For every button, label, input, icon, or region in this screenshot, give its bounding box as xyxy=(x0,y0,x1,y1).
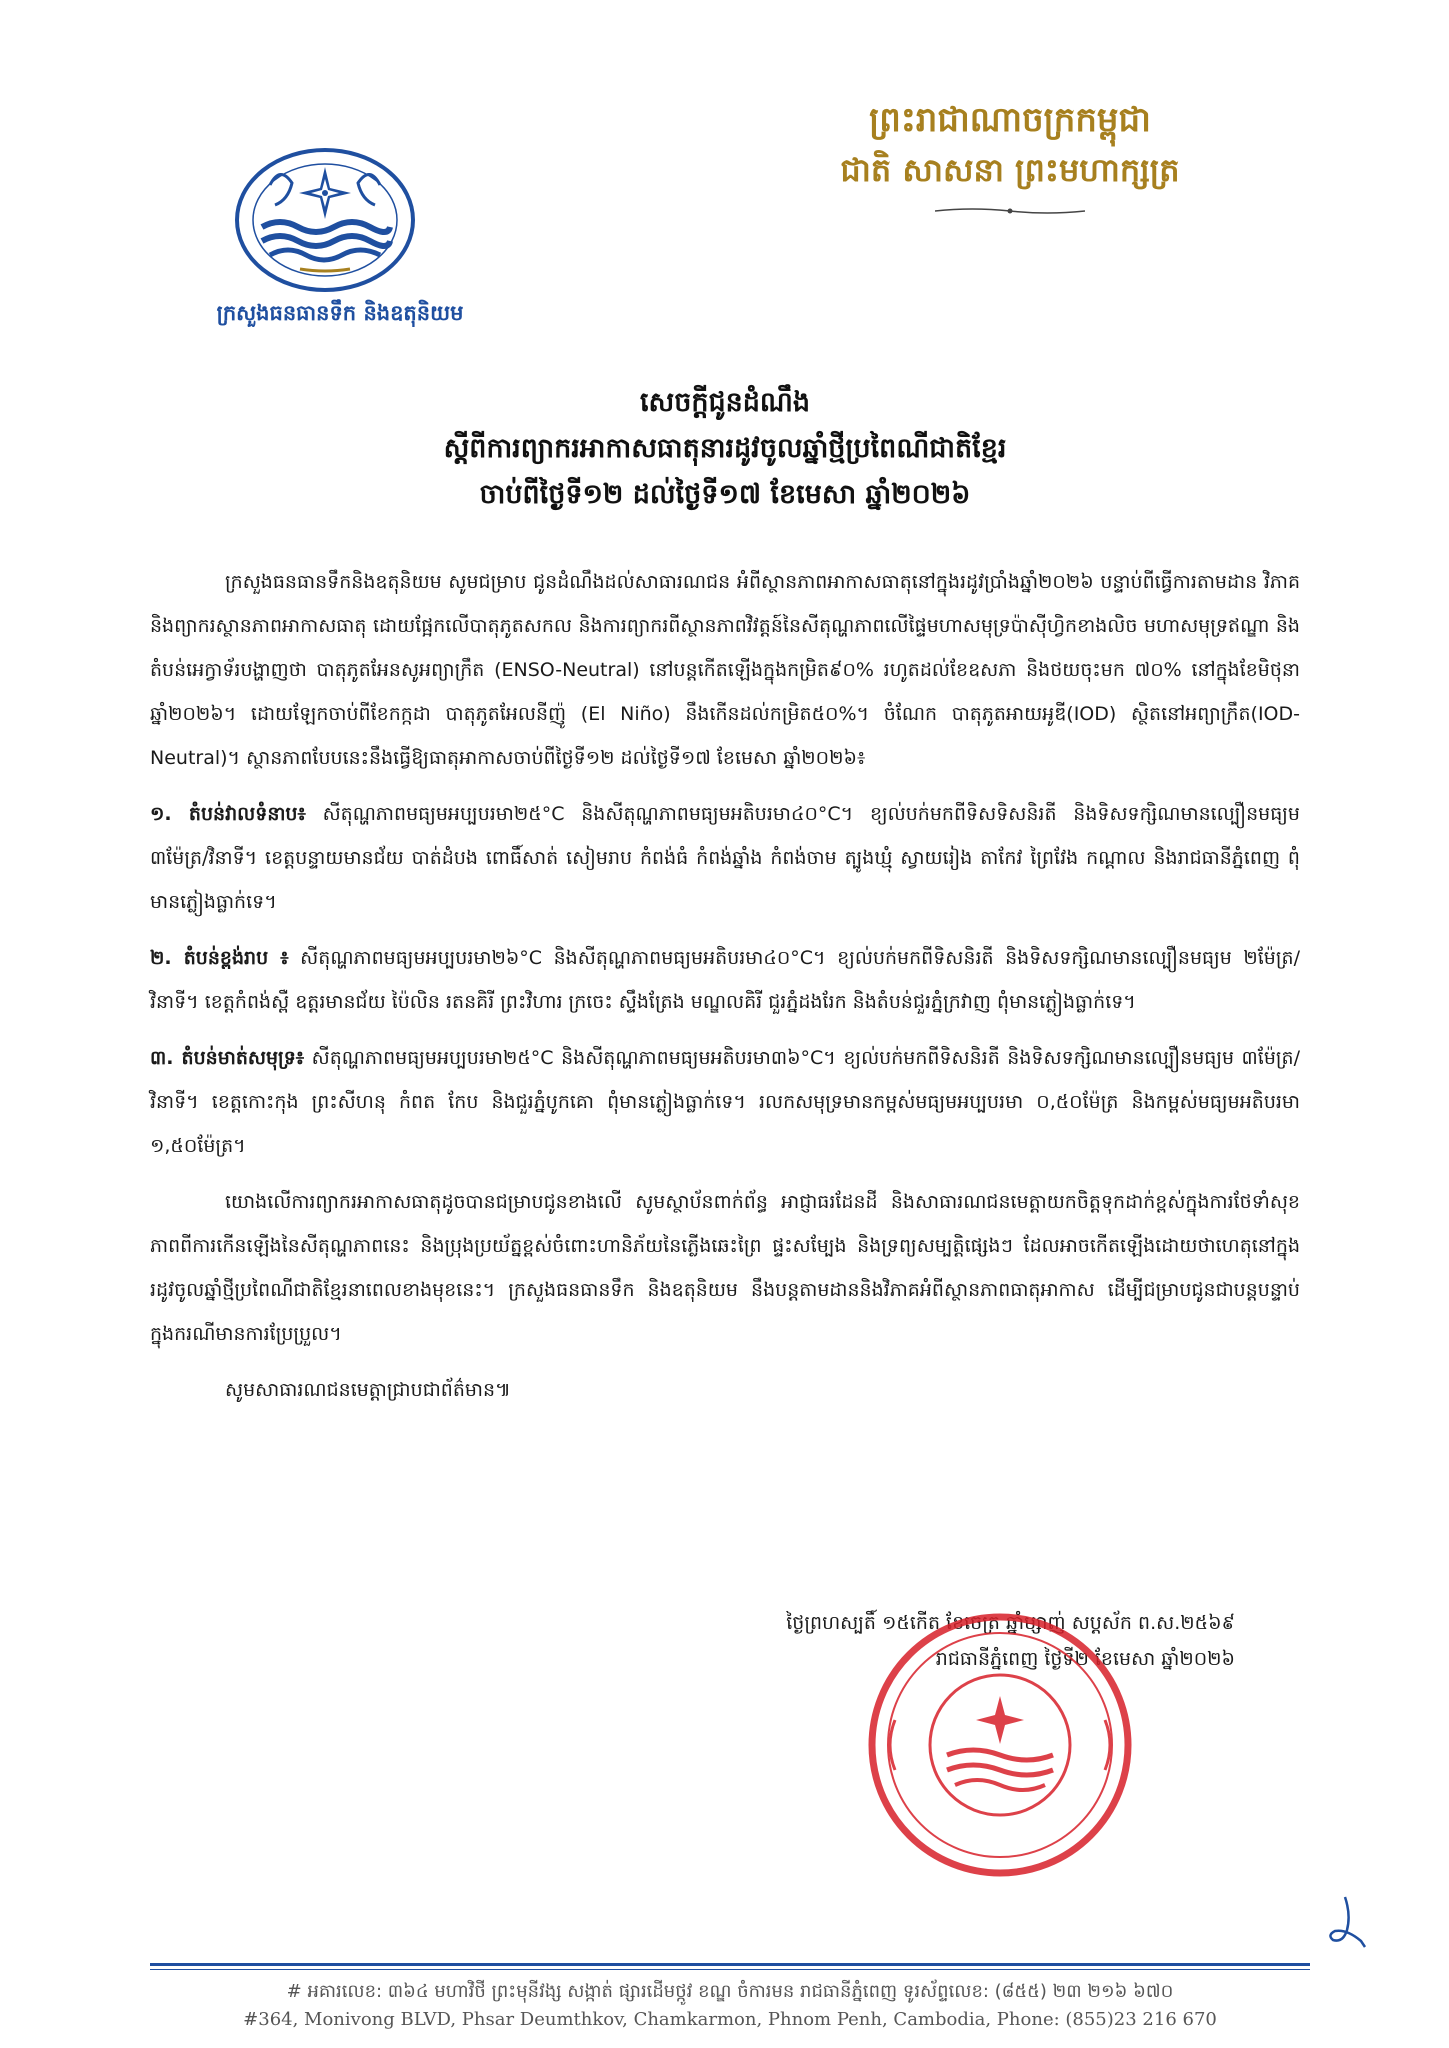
footer-address-en: #364, Monivong BLVD, Phsar Deumthkov, Chamkarmon, Phnom Penh, Cambodia, Phone: (855)23 216 670 xyxy=(243,2009,1217,2030)
kingdom-motto xyxy=(760,95,1260,221)
footer-rule-thin xyxy=(150,1969,1310,1970)
region-coastal-text: សីតុណ្ហភាពមធ្យមអប្បបរមា២៥°C និងសីតុណ្ហភាពមធ្យមអតិបរមា៣៦°C។ ខ្យល់បក់មកពីទិសនិរតី និងទិសទក្សិណមានល្បឿនមធ្យម ៣ម៉ែត្រ/វិនាទី។ ខេត្តកោះកុង ព្រះសីហនុ កំពត កែប និងជួរភ្នំបូកគោ ពុំមានភ្លៀងធ្លាក់ទេ។ រលកសមុទ្រមានកម្ពស់មធ្យមអប្បបរមា ០,៥០ម៉ែត្រ និងកម្ពស់មធ្យមអតិបរមា ១,៥០ម៉ែត្រ។ xyxy=(150,1047,1301,1157)
kingdom-line-2: ជាតិ សាសនា ព្រះមហាក្សត្រ xyxy=(840,151,1180,189)
intro-paragraph: ក្រសួងធនធានទឹកនិងឧតុនិយម សូមជម្រាប ជូនដំណឹងដល់សាធារណជន អំពីស្ថានភាពអាកាសធាតុនៅក្នុងរដូវប្រាំងឆ្នាំ២០២៦ បន្ទាប់ពីធ្វើការតាមដាន វិភាគ និងព្យាករស្ថានភាពអាកាសធាតុ ដោយផ្អែកលើបាតុភូតសកល និងការព្យាករពីស្ថានភាពវិវត្តន៍នៃសីតុណ្ហភាពលើផ្ទៃមហាសមុទ្រប៉ាស៊ីហ្វិកខាងលិច មហាសមុទ្រឥណ្ឌា និងតំបន់អេក្វាទ័របង្ហាញថា បាតុភូតអែនសូអព្យាក្រឹត (ENSO-Neutral) នៅបន្តកើតឡើងក្នុងកម្រិត៩០% រហូតដល់ខែឧសភា និងថយចុះមក ៧០% នៅក្នុងខែមិថុនា ឆ្នាំ២០២៦។ ដោយឡែកចាប់ពីខែកក្កដា បាតុភូតអែលនីញ៉ូ (El Niño) នឹងកើនដល់កម្រិត៥០%។ ចំណែក បាតុភូតអាយអូឌី(IOD) ស្ថិតនៅអព្យាក្រឹត(IOD-Neutral)។ ស្ថានភាពបែបនេះនឹងធ្វើឱ្យធាតុអាកាសចាប់ពីថ្ងៃទី១២ ដល់ថ្ងៃទី១៧ ខែមេសា ឆ្នាំ២០២៦៖ xyxy=(150,571,1300,769)
region-lowland xyxy=(150,792,1300,924)
region-lowland-text: សីតុណ្ហភាពមធ្យមអប្បបរមា២៥°C និងសីតុណ្ហភាពមធ្យមអតិបរមា៤០°C។ ខ្យល់បក់មកពីទិសទិសនិរតី និងទិសទក្សិណមានល្បឿនមធ្យម ៣ម៉ែត្រ/វិនាទី។ ខេត្តបន្ទាយមានជ័យ បាត់ដំបង ពោធិ៍សាត់ សៀមរាប កំពង់ធំ កំពង់ឆ្នាំង កំពង់ចាម ត្បូងឃ្មុំ ស្វាយរៀង តាកែវ ព្រៃវែង កណ្តាល និងរាជធានីភ្នំពេញ ពុំមានភ្លៀងធ្លាក់ទេ។ xyxy=(150,803,1300,913)
footer-address-kh: # អគារលេខ: ៣៦៤ មហាវិថី ព្រះមុនីវង្ស សង្កាត់ ផ្សារដើមថ្កូវ ខណ្ឌ ចំការមន រាជធានីភ្នំពេញ ទូរស័ព្ទលេខ: (៨៥៥) ២៣ ២១៦ ៦៧០ xyxy=(286,1981,1174,2002)
footer-rule xyxy=(150,1963,1310,1966)
announcement-title xyxy=(200,380,1250,518)
region-plateau-label: ២. តំបន់ខ្ពង់រាប ៖ xyxy=(150,947,289,969)
signature-icon xyxy=(1325,1895,1370,1950)
region-lowland-label: ១. តំបន់វាលទំនាប៖ xyxy=(150,803,306,825)
kingdom-line-1: ព្រះរាជាណាចក្រកម្ពុជា xyxy=(869,100,1151,140)
official-seal-icon xyxy=(855,1610,1145,1880)
region-coastal-label: ៣. តំបន់មាត់សមុទ្រ៖ xyxy=(150,1047,305,1069)
closing-paragraph: យោងលើការព្យាករអាកាសធាតុដូចបានជម្រាបជូនខាងលើ សូមស្ថាប័នពាក់ព័ន្ធ អាជ្ញាធរដែនដី និងសាធារណជនមេត្តាយកចិត្តទុកដាក់ខ្ពស់ក្នុងការថែទាំសុខភាពពីការកើនឡើងនៃសីតុណ្ហភាពនេះ និងប្រុងប្រយ័ត្នខ្ពស់ចំពោះហានិភ័យនៃភ្លើងឆេះព្រៃ ផ្ទះសម្បែង និងទ្រព្យសម្បត្តិផ្សេងៗ ដែលអាចកើតឡើងដោយថាហេតុនៅក្នុងរដូវចូលឆ្នាំថ្មីប្រពៃណីជាតិខ្មែរនាពេលខាងមុខនេះ។ ក្រសួងធនធានទឹក និងឧតុនិយម នឹងបន្តតាមដាននិងវិភាគអំពីស្ថានភាពធាតុអាកាស ដើម្បីជម្រាបជូនជាបន្តបន្ទាប់ ក្នុងករណីមានការប្រែប្រួល។ xyxy=(150,1191,1300,1345)
region-coastal xyxy=(150,1036,1300,1168)
date-lunar: ថ្ងៃព្រហស្បតិ៍ ១៥កើត ខែចេត្រ ឆ្នាំម្សាញ់ សប្តស័ក ព.ស.២៥៦៩ xyxy=(786,1612,1235,1634)
footer xyxy=(150,1978,1310,2034)
ministry-name: ក្រសួងធនធានទឹក និងឧតុនិយម xyxy=(216,300,464,325)
final-paragraph: សូមសាធារណជនមេត្តាជ្រាបជាព័ត៌មាន៕ xyxy=(225,1379,511,1401)
title-line-2: ស្តីពីការព្យាករអាកាសធាតុនារដូវចូលឆ្នាំថ្មីប្រពៃណីជាតិខ្មែរ xyxy=(443,433,1007,464)
announcement-body xyxy=(150,560,1300,1424)
ornament-divider-icon xyxy=(935,205,1085,217)
date-solar: រាជធានីភ្នំពេញ ថ្ងៃទី២ ខែមេសា ឆ្នាំ២០២៦ xyxy=(935,1648,1235,1670)
title-line-3: ចាប់ពីថ្ងៃទី១២ ដល់ថ្ងៃទី១៧ ខែមេសា ឆ្នាំ២០២៦ xyxy=(479,479,971,510)
ministry-logo-icon xyxy=(230,145,420,295)
region-plateau xyxy=(150,936,1300,1024)
title-line-1: សេចក្តីជូនដំណឹង xyxy=(639,387,811,418)
region-plateau-text: សីតុណ្ហភាពមធ្យមអប្បបរមា២៦°C និងសីតុណ្ហភាពមធ្យមអតិបរមា៤០°C។ ខ្យល់បក់មកពីទិសនិរតី និងទិសទក្សិណមានល្បឿនមធ្យម ២ម៉ែត្រ/វិនាទី។ ខេត្តកំពង់ស្ពឺ ឧត្តរមានជ័យ ប៉ៃលិន រតនគិរី ព្រះវិហារ ក្រចេះ ស្ទឹងត្រែង មណ្ឌលគិរី ជួរភ្នំដងរែក និងតំបន់ជួរភ្នំក្រវាញ ពុំមានភ្លៀងធ្លាក់ទេ។ xyxy=(150,947,1300,1013)
